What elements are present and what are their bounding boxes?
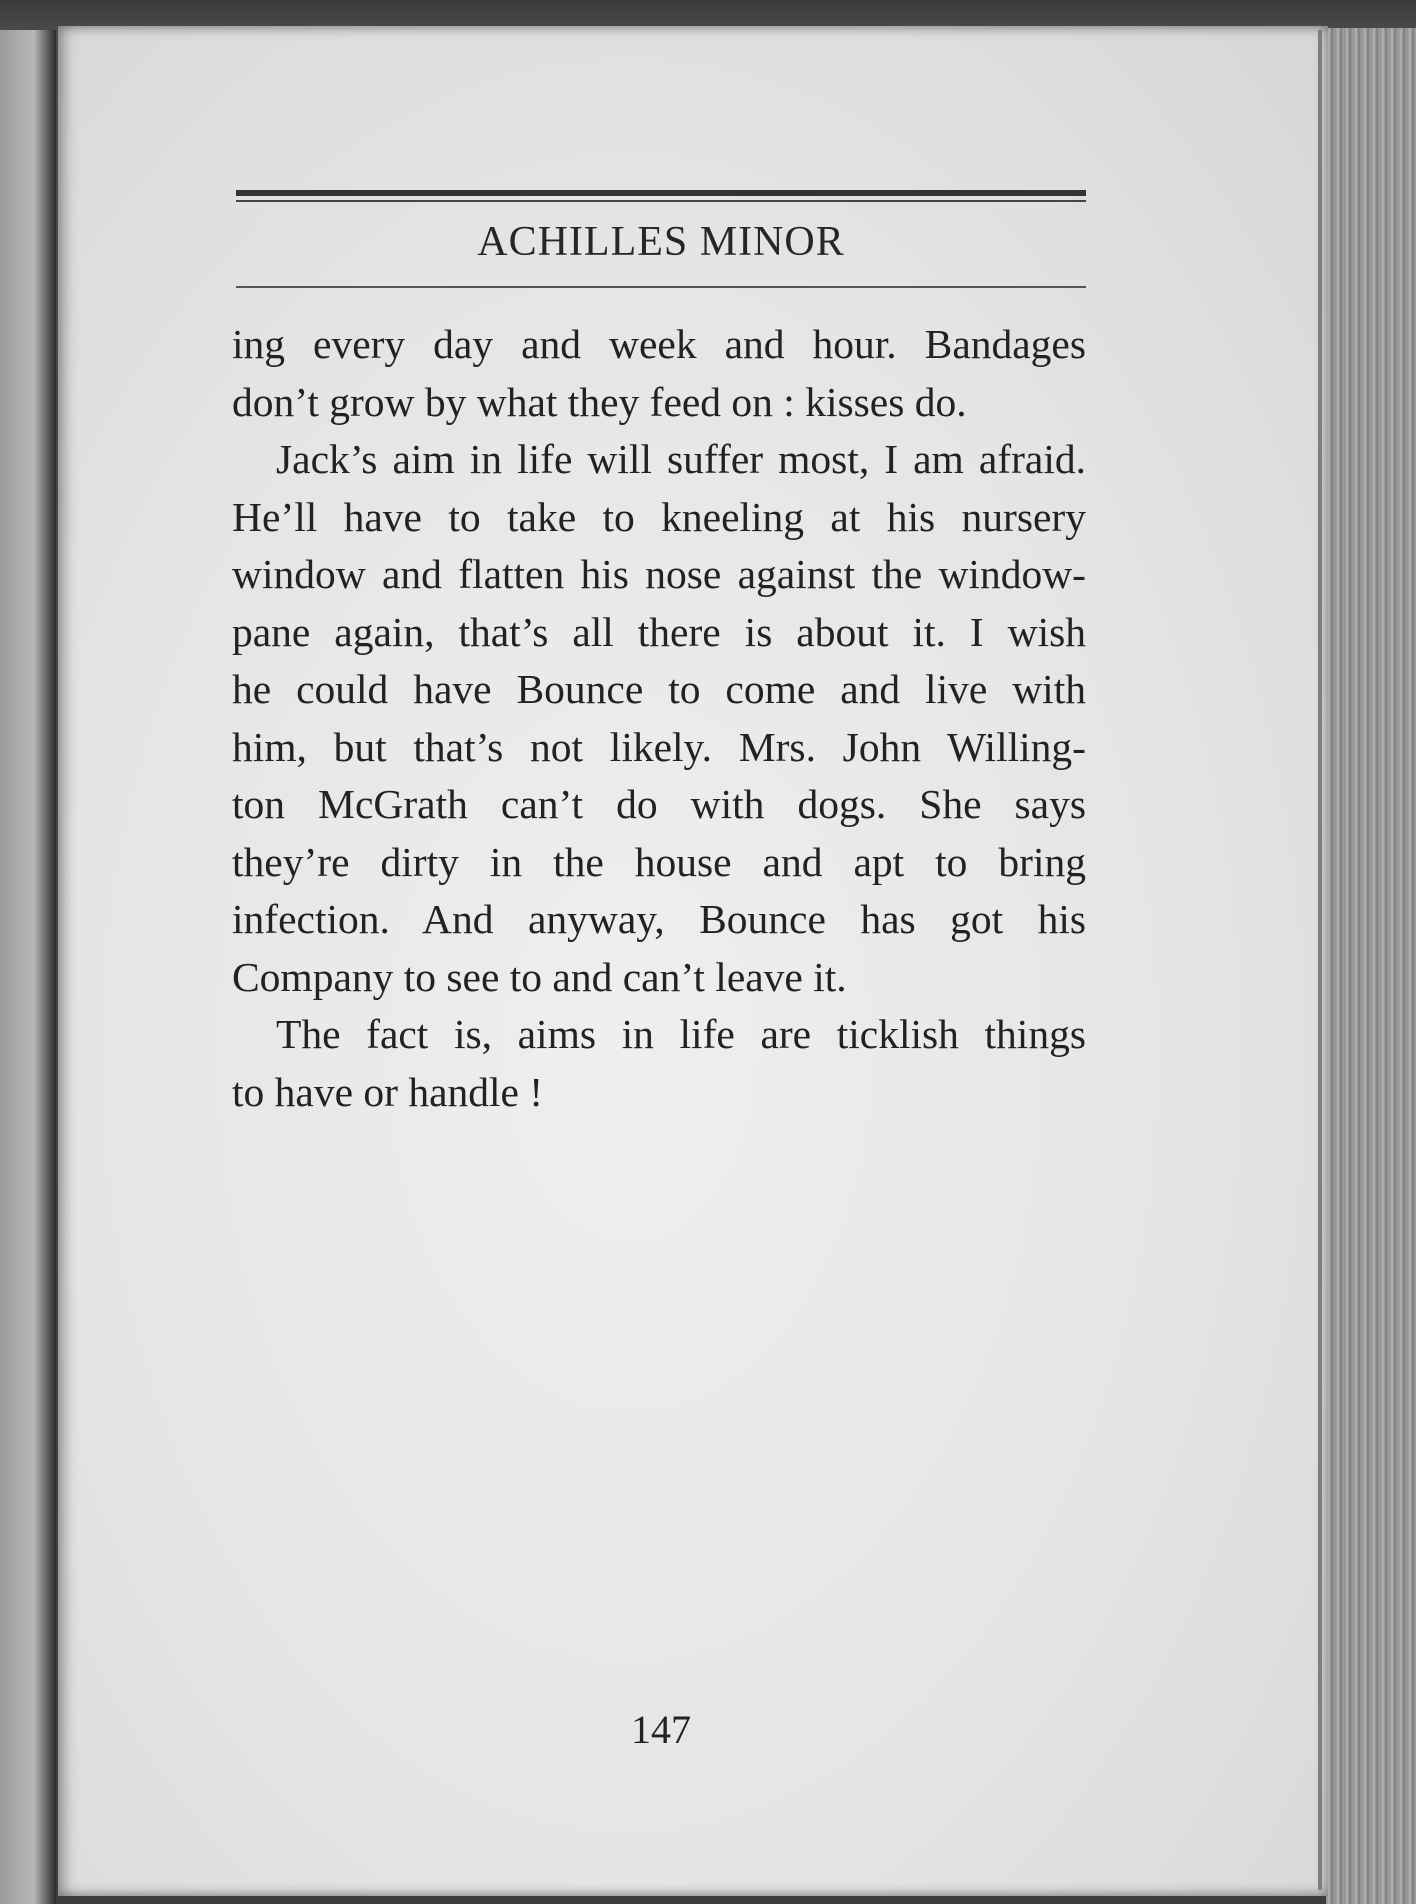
- text-line: pane again, that’s all there is about it. I wish: [232, 608, 1086, 655]
- text-line: ing every day and week and hour. Bandages: [232, 321, 1086, 367]
- page-right-border: [1318, 30, 1322, 1890]
- header-rule-under: [236, 286, 1086, 288]
- text-line: him, but that’s not likely. Mrs. John Willing-: [232, 723, 1086, 770]
- text-line: they’re dirty in the house and apt to bring: [232, 838, 1086, 885]
- header-rule-thick: [236, 190, 1086, 196]
- text-line: Company to see to and can’t leave it.: [232, 953, 847, 1000]
- previous-page-edge: [0, 30, 56, 1904]
- paragraph: [232, 431, 1086, 1006]
- running-head: ACHILLES MINOR: [477, 219, 845, 265]
- text-line: he could have Bounce to come and live with: [232, 666, 1086, 712]
- text-line: to have or handle !: [232, 1068, 544, 1115]
- text-line: ton McGrath can’t do with dogs. She says: [232, 781, 1086, 827]
- text-line: He’ll have to take to kneeling at his nursery: [232, 493, 1086, 540]
- body-text: [232, 316, 1086, 1121]
- page-edge-stack: [1326, 28, 1416, 1904]
- header-rule-thin: [236, 200, 1086, 202]
- paragraph: [232, 316, 1086, 431]
- text-line: Jack’s aim in life will suffer most, I am afraid.: [276, 436, 1086, 482]
- page-number: 147: [631, 1707, 691, 1752]
- text-line: The fact is, aims in life are ticklish things: [276, 1011, 1086, 1057]
- text-line: don’t grow by what they feed on : kisses do.: [232, 378, 967, 425]
- paragraph: [232, 1006, 1086, 1121]
- text-line: infection. And anyway, Bounce has got his: [232, 896, 1086, 942]
- text-line: window and flatten his nose against the window-: [232, 551, 1086, 597]
